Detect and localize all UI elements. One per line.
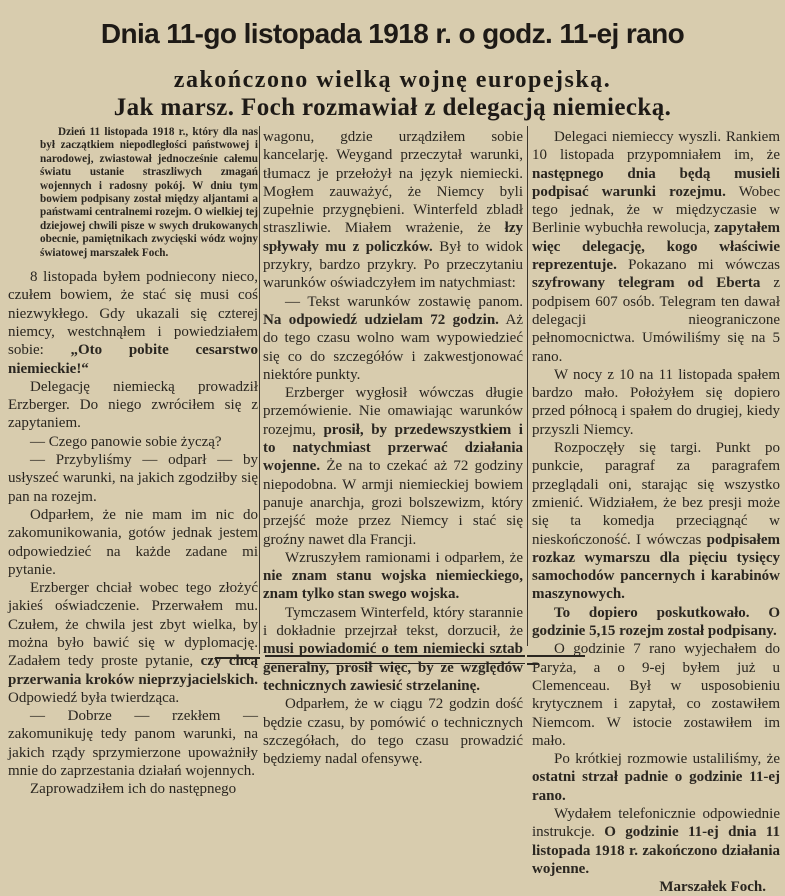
text: Po krótkiej rozmowie ustaliliśmy, że: [554, 751, 780, 768]
text: Aż do tego czasu wolno wam wypowiedzieć się co do szczegółów i zakwestjonować niektóre punkty.: [263, 311, 523, 383]
text: Erzberger wygłosił wówczas długie przemówienie. Nie omawiając warunków rozejmu,: [263, 385, 523, 438]
paragraph: [8, 433, 258, 451]
text: z podpisem 607 osób. Telegram ten dawał delegacji nieograniczone pełnomocnictwa. Umówiliśmy się na 5 rano.: [532, 275, 780, 365]
emphasized-text: To dopiero poskutkowało. O godzinie 5,15 rozejm został podpisany.: [532, 604, 780, 640]
emphasized-text: O godzinie 11-ej dnia 11 listopada 1918 r. zakończono działania wojenne.: [532, 824, 780, 877]
text: Odparłem, że w ciągu 72 godzin dość będzie czasu, by pomówić o technicznych szczegółach, do tego czasu prowadzić będziemy nadal ofensywę.: [263, 696, 523, 768]
headline-sub: zakończono wielką wojnę europejską.: [173, 67, 612, 93]
paragraph: [263, 695, 523, 768]
emphasized-text: zapytałem więc delegację, kogo właściwie reprezentuje.: [532, 220, 780, 274]
text: Erzberger chciał wobec tego złożyć jakieś oświadczenie. Przerwałem mu. Czułem, że chwila jest zbyt wielka, by można było bawić się w dyplomację. Zadałem tedy proste pytanie,: [8, 580, 258, 670]
text: W nocy z 10 na 11 listopada spałem bardzo mało. Położyłem się dopiero przed północą i spałem do drugiej, kiedy przyszli Niemcy.: [532, 366, 780, 438]
text: — Czego panowie sobie życzą?: [30, 433, 222, 450]
article-column-2: [263, 128, 523, 768]
column-body: [532, 128, 780, 878]
paragraph: [532, 439, 780, 604]
emphasized-text: prosił, by przedewszystkiem i to natychmiast przerwać działania wojenne.: [263, 421, 523, 475]
column-body: [263, 128, 523, 768]
text: Pokazano mi wówczas: [616, 257, 780, 274]
paragraph: [8, 579, 258, 707]
text: — Tekst warunków zostawię panom.: [285, 293, 523, 310]
paragraph: [8, 378, 258, 433]
column-divider: [259, 126, 260, 654]
emphasized-text: czy chcą przerwania kroków nieprzyjacielskich.: [8, 653, 258, 688]
emphasized-text: łzy spływały mu z policzków.: [263, 220, 523, 255]
text: Delegację niemiecką prowadził Erzberger. Do niego zwróciłem się z zapytaniem.: [8, 378, 258, 432]
emphasized-text: musi powiadomić o tem niemiecki sztab generalny, prosił więc, by ze względów technicznych zawiesić strzelaninę.: [263, 641, 523, 694]
paragraph: [532, 640, 780, 750]
emphasized-text: „Oto pobite cesarstwo niemieckie!“: [8, 342, 258, 377]
emphasized-text: ostatni strzał padnie o godzinie 11-ej rano.: [532, 769, 780, 804]
emphasized-text: podpisałem rozkaz wymarszu dla pięciu tysięcy samochodów pancernych i karabinów maszynowych.: [532, 531, 780, 603]
paragraph: [532, 805, 780, 878]
paragraph: [8, 707, 258, 780]
text: Wobec tego jednak, że w międzyczasie w Berlinie wybuchła rewolucja,: [532, 183, 780, 237]
text: Wzruszyłem ramionami i odparłem, że: [285, 549, 523, 566]
text: Odparłem, że nie mam im nic do zakomunikowania, gotów jednak jestem odpowiedzieć na każde zadane mi pytanie.: [8, 506, 258, 578]
text: Że na to czekać aż 72 godziny niepodobna. W armji niemieckiej bowiem panuje anarchja, grozi bolszewizm, który przejść może przez Niemcy i stać się groźny nawet dla Francji.: [263, 458, 523, 548]
article-lead: [40, 126, 258, 260]
text: wagonu, gdzie urządziłem sobie kancelarję. Weygand przeczytał warunki, tłumacz je przełożył na język niemiecki. Mogłem zauważyć, że Niemcy byli zupełnie przygnębieni. Winterfeld zbladł straszliwie. Miałem wrażenie, że: [263, 129, 523, 237]
text: Odpowiedź była twierdząca.: [8, 689, 180, 706]
paragraph: [8, 506, 258, 579]
text: Tymczasem Winterfeld, który starannie i dokładnie przejrzał tekst, dorzucił, że: [263, 604, 523, 640]
paragraph: [532, 366, 780, 439]
text: Delegaci niemieccy wyszli. Rankiem 10 listopada przypomniałem im, że: [532, 129, 780, 164]
headline-main: Dnia 11-go listopada 1918 r. o godz. 11-ej rano: [100, 18, 685, 49]
paragraph: [532, 128, 780, 366]
paragraph: [263, 549, 523, 604]
paragraph: [263, 293, 523, 384]
text: Rozpoczęły się targi. Punkt po punkcie, paragraf za paragrafem przeglądali oni, starając się wszystko zmienić. Widziałem, że bez presji może się ta komedja przeciągnąć w nieskończoność. I wówczas: [532, 440, 780, 548]
paragraph: [8, 780, 258, 798]
paragraph: [532, 604, 780, 641]
signature: Marszałek Foch.: [659, 879, 766, 896]
headline-article-title: Jak marsz. Foch rozmawiał z delegacją niemiecką.: [113, 94, 672, 121]
text: Zaprowadziłem ich do następnego: [30, 781, 237, 798]
text: Wydałem telefonicznie odpowiednie instrukcje.: [532, 805, 780, 841]
paragraph: [8, 268, 258, 378]
text: — Dobrze — rzekłem — zakomunikuję tedy panom warunki, na jakich rządy sprzymierzone upoważniły mnie do zaprzestania działań wojennych.: [8, 708, 258, 780]
paragraph: [263, 604, 523, 695]
emphasized-text: nie znam stanu wojska niemieckiego, znam tylko stan swego wojska.: [263, 568, 523, 603]
article-column-1: [8, 126, 258, 799]
text: — Przybyliśmy — odparł — by usłyszeć warunki, na jakich zgodziłby się pan na rozejm.: [8, 452, 258, 505]
emphasized-text: Na odpowiedź udzielam 72 godzin.: [263, 311, 499, 328]
emphasized-text: następnego dnia będą musieli podpisać warunki rozejmu.: [532, 165, 780, 200]
article-column-3: [532, 128, 780, 896]
text: 8 listopada byłem podniecony nieco, czułem bowiem, że stać się musi coś niezwykłego. Gdy ukazali się czterej niemcy, westchnąłem i powiedziałem sobie:: [8, 269, 258, 359]
emphasized-text: szyfrowany telegram od Eberta: [532, 275, 761, 292]
text: O godzinie 7 rano wyjechałem do Paryża, a o 9-ej byłem już u Clemenceau. Był w usposobieniu krytycznem i zapytał, co zostawiłem Niemcom. W istocie zostawiłem im mało.: [532, 641, 780, 749]
column-body: [8, 268, 258, 799]
column-divider: [527, 126, 528, 646]
paragraph: [8, 451, 258, 506]
paragraph: [263, 128, 523, 293]
text: Był to widok przykry, bardzo przykry. Po przeczytaniu warunków oświadczyłem im natychmiast:: [263, 238, 523, 292]
paragraph: [263, 384, 523, 549]
text: Dzień 11 listopada 1918 r., który dla nas był zaczątkiem niepodległości państwowej i narodowej, zwiastował jednocześnie całemu światu ustanie straszliwych zmagań wojennych i radosny pokój. W dniu tym bowiem podpisany został między aljantami a państwami centralnemi rozejm. O wielkiej tej dziejowej chwili pisze w swych drukowanych obecnie, pamiętnikach zwycięski wódz wojny światowej marszałek Foch.: [40, 126, 258, 259]
paragraph: [532, 750, 780, 805]
paragraph: [40, 126, 258, 260]
